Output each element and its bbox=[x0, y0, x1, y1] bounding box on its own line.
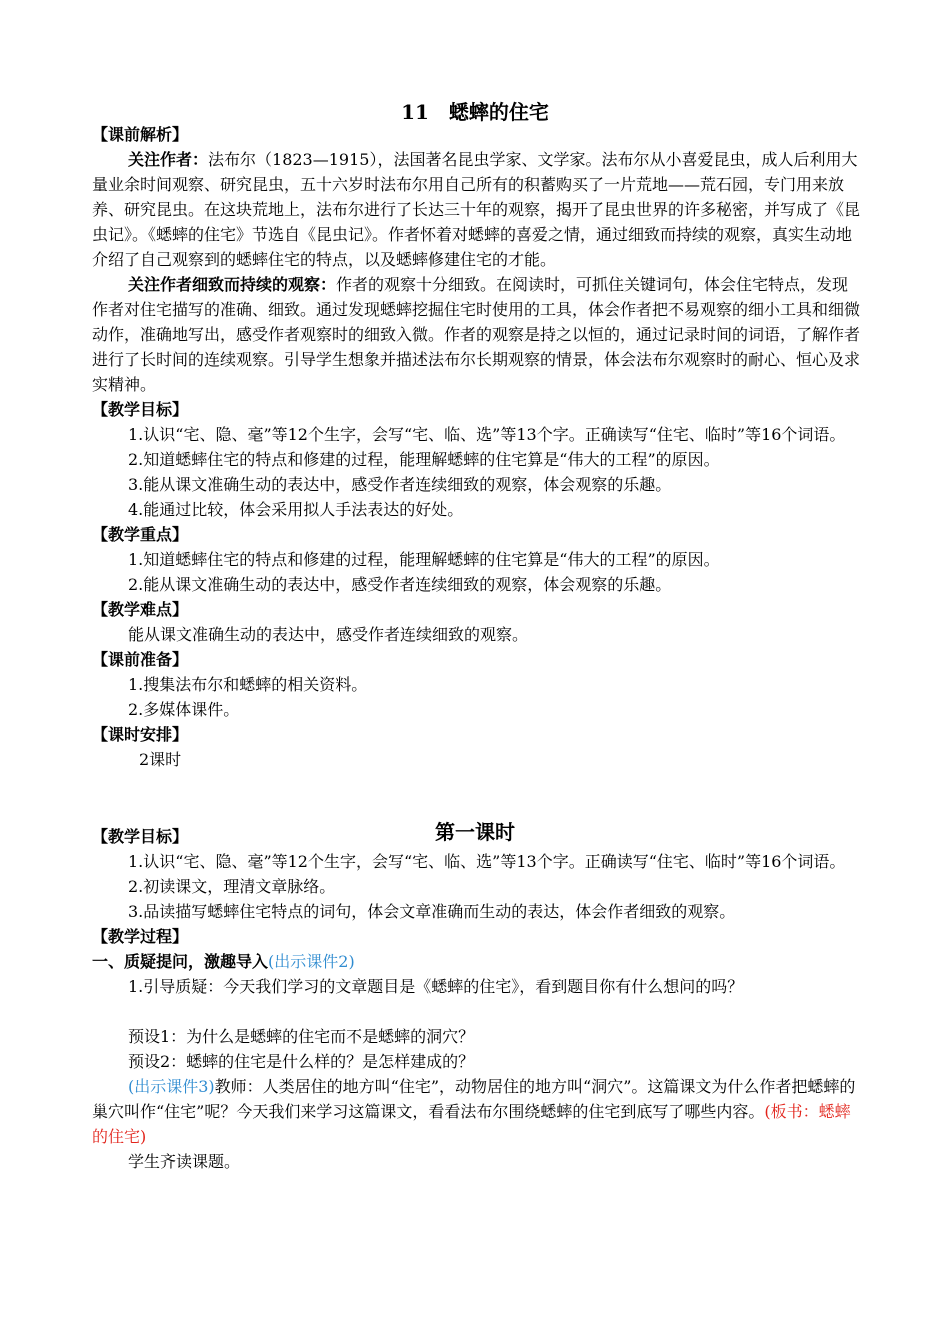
lesson-title: 第一课时 bbox=[435, 820, 515, 844]
teacher-text: 教师：人类居住的地方叫“住宅”，动物居住的地方叫“洞穴”。这篇课文为什么作者把蟋蟀的巢穴叫作“住宅”呢？今天我们来学习这篇课文，看看法布尔围绕蟋蟀的住宅到底写了哪些内容。 bbox=[92, 1077, 856, 1121]
blank-line bbox=[92, 999, 862, 1024]
author-paragraph bbox=[92, 147, 862, 272]
preparation-item: 1.搜集法布尔和蟋蟀的相关资料。 bbox=[128, 675, 368, 694]
preset-answer: 预设1：为什么是蟋蟀的住宅而不是蟋蟀的洞穴？ bbox=[128, 1027, 475, 1046]
preset-answer: 预设2：蟋蟀的住宅是什么样的？是怎样建成的？ bbox=[128, 1052, 475, 1071]
section-heading-preface: 【课前解析】 bbox=[92, 125, 189, 144]
section-heading-difficulties: 【教学难点】 bbox=[92, 600, 189, 619]
document-body bbox=[92, 122, 862, 1174]
key-point-item: 1.知道蟋蟀住宅的特点和修建的过程，能理解蟋蟀的住宅算是“伟大的工程”的原因。 bbox=[128, 550, 720, 569]
board-tag: (板书：蟋蟀的住宅) bbox=[92, 1102, 851, 1146]
step-label: 一、质疑提问，激趣导入 bbox=[92, 952, 269, 971]
goal-item: 2.知道蟋蟀住宅的特点和修建的过程，能理解蟋蟀的住宅算是“伟大的工程”的原因。 bbox=[128, 450, 720, 469]
preparation-item: 2.多媒体课件。 bbox=[128, 700, 240, 719]
goal-item: 1.认识“宅、隐、毫”等12个生字，会写“宅、临、选”等13个字。正确读写“住宅、临时”等16个词语。 bbox=[128, 425, 846, 444]
lesson-goal-item: 2.初读课文，理清文章脉络。 bbox=[128, 877, 336, 896]
lesson-goal-item: 3.品读描写蟋蟀住宅特点的词句，体会文章准确而生动的表达，体会作者细致的观察。 bbox=[128, 902, 736, 921]
section-heading-key-points: 【教学重点】 bbox=[92, 525, 189, 544]
observe-paragraph bbox=[92, 272, 862, 397]
goal-item: 3.能从课文准确生动的表达中，感受作者连续细致的观察，体会观察的乐趣。 bbox=[128, 475, 672, 494]
section-heading-goals: 【教学目标】 bbox=[92, 400, 189, 419]
observe-text: 作者的观察十分细致。在阅读时，可抓住关键词句，体会住宅特点，发现作者对住宅描写的准确、细致。通过发现蟋蟀挖掘住宅时使用的工具，体会作者把不易观察的细小工具和细微动作，准确地写出，感受作者观察时的细致入微。作者的观察是持之以恒的，通过记录时间的词语，了解作者进行了长时间的连续观察。引导学生想象并描述法布尔长期观察的情景，体会法布尔观察时的耐心、恒心及求实精神。 bbox=[92, 275, 861, 394]
goal-item: 4.能通过比较，体会采用拟人手法表达的好处。 bbox=[128, 500, 464, 519]
difficulty-text: 能从课文准确生动的表达中，感受作者连续细致的观察。 bbox=[128, 625, 529, 644]
author-text: 法布尔（1823—1915），法国著名昆虫学家、文学家。法布尔从小喜爱昆虫，成人后利用大量业余时间观察、研究昆虫，五十六岁时法布尔用自己所有的积蓄购买了一片荒地——荒石园，专门用来放养、研究昆虫。在这块荒地上，法布尔进行了长达三十年的观察，揭开了昆虫世界的许多秘密，并写成了《昆虫记》。《蟋蟀的住宅》节选自《昆虫记》。作者怀着对蟋蟀的喜爱之情，通过细致而持续的观察，真实生动地介绍了自己观察到的蟋蟀住宅的特点，以及蟋蟀修建住宅的才能。 bbox=[92, 150, 861, 269]
courseware-tag: (出示课件2) bbox=[268, 952, 355, 971]
section-heading-schedule: 【课时安排】 bbox=[92, 725, 189, 744]
section-heading-process: 【教学过程】 bbox=[92, 927, 189, 946]
key-point-item: 2.能从课文准确生动的表达中，感受作者连续细致的观察，体会观察的乐趣。 bbox=[128, 575, 672, 594]
schedule-text: 2课时 bbox=[139, 750, 182, 769]
courseware-tag: (出示课件3) bbox=[128, 1077, 215, 1096]
author-label: 关注作者： bbox=[128, 150, 209, 169]
teacher-paragraph bbox=[92, 1074, 862, 1149]
guide-question: 1.引导质疑：今天我们学习的文章题目是《蟋蟀的住宅》，看到题目你有什么想问的吗？ bbox=[128, 977, 744, 996]
section-heading-preparation: 【课前准备】 bbox=[92, 650, 189, 669]
read-title-text: 学生齐读课题。 bbox=[128, 1152, 241, 1171]
page-title: 11 蟋蟀的住宅 bbox=[401, 100, 549, 124]
observe-label: 关注作者细致而持续的观察： bbox=[128, 275, 337, 294]
step-heading bbox=[92, 949, 862, 974]
lesson-title-spacer bbox=[92, 772, 862, 824]
lesson-goal-item: 1.认识“宅、隐、毫”等12个生字，会写“宅、临、选”等13个字。正确读写“住宅、临时”等16个词语。 bbox=[128, 852, 846, 871]
section-heading-lesson-goals: 【教学目标】 bbox=[92, 827, 189, 846]
